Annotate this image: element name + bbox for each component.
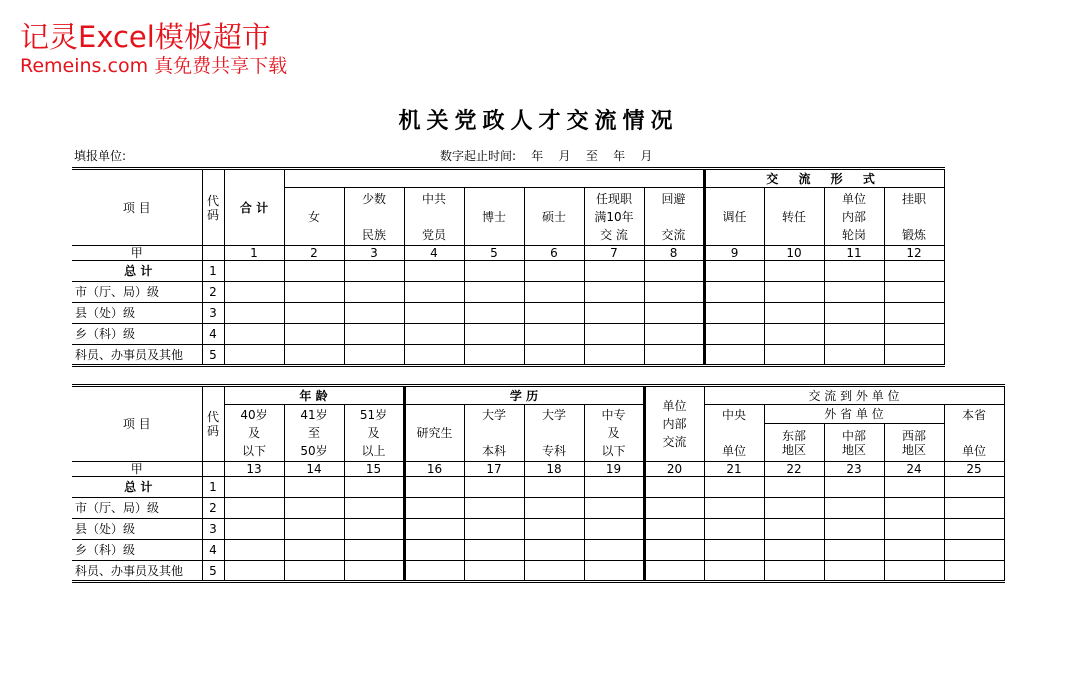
col-transfer-in: 调任 [704, 188, 764, 246]
data-cell[interactable] [404, 519, 464, 540]
data-cell[interactable] [524, 345, 584, 366]
data-cell[interactable] [404, 498, 464, 519]
data-cell[interactable] [824, 477, 884, 498]
total-header: 合 计 [224, 169, 284, 246]
data-cell[interactable] [584, 561, 644, 582]
code-header-1: 代 [206, 410, 219, 424]
page-title: 机关党政人才交流情况 [398, 109, 679, 134]
data-cell[interactable] [644, 477, 704, 498]
data-cell[interactable] [344, 561, 404, 582]
data-cell[interactable] [464, 519, 524, 540]
data-cell[interactable] [764, 561, 824, 582]
data-cell[interactable] [944, 561, 1004, 582]
data-cell[interactable] [644, 303, 704, 324]
data-cell[interactable] [404, 324, 464, 345]
data-cell[interactable] [824, 540, 884, 561]
col-rotation: 单位 内部 轮岗 [824, 188, 884, 246]
watermark-title: 记灵Excel模板超市 [20, 20, 271, 54]
data-cell[interactable] [464, 303, 524, 324]
data-cell[interactable] [884, 282, 944, 303]
data-cell[interactable] [884, 261, 944, 282]
data-cell[interactable] [584, 477, 644, 498]
col-internal-exchange: 单位 内部 交流 [644, 386, 704, 462]
row-code: 5 [202, 345, 224, 366]
data-cell[interactable] [224, 561, 284, 582]
watermark-subtitle: Remeins.com 真免费共享下载 [20, 55, 288, 77]
data-cell[interactable] [224, 540, 284, 561]
data-cell[interactable] [344, 324, 404, 345]
data-cell[interactable] [824, 303, 884, 324]
data-cell[interactable] [824, 261, 884, 282]
data-cell[interactable] [584, 498, 644, 519]
num-cell: 3 [344, 246, 404, 261]
col-postgrad: 研究生 [404, 405, 464, 462]
data-cell[interactable] [284, 282, 344, 303]
data-cell[interactable] [464, 498, 524, 519]
data-cell[interactable] [704, 345, 764, 366]
col-age-40: 40岁 及 以下 [224, 405, 284, 462]
data-cell[interactable] [224, 477, 284, 498]
data-cell[interactable] [764, 282, 824, 303]
data-cell[interactable] [284, 561, 344, 582]
row-label: 市（厅、局）级 [72, 498, 202, 519]
data-cell[interactable] [824, 561, 884, 582]
data-cell[interactable] [404, 303, 464, 324]
num-cell: 17 [464, 462, 524, 477]
external-exchange-header: 交 流 到 外 单 位 [704, 386, 1004, 405]
data-cell[interactable] [524, 498, 584, 519]
data-cell[interactable] [704, 561, 764, 582]
data-cell[interactable] [644, 324, 704, 345]
num-cell: 11 [824, 246, 884, 261]
data-cell[interactable] [764, 519, 824, 540]
data-cell[interactable] [224, 261, 284, 282]
data-cell[interactable] [884, 303, 944, 324]
data-cell[interactable] [284, 345, 344, 366]
data-cell[interactable] [224, 519, 284, 540]
data-cell[interactable] [524, 477, 584, 498]
num-cell: 14 [284, 462, 344, 477]
num-cell: 22 [764, 462, 824, 477]
blank-header [284, 169, 704, 188]
data-cell[interactable] [344, 261, 404, 282]
data-cell[interactable] [284, 261, 344, 282]
data-cell[interactable] [764, 498, 824, 519]
data-cell[interactable] [884, 540, 944, 561]
data-cell[interactable] [524, 519, 584, 540]
data-cell[interactable] [644, 498, 704, 519]
data-cell[interactable] [344, 282, 404, 303]
data-cell[interactable] [884, 477, 944, 498]
num-cell: 2 [284, 246, 344, 261]
data-cell[interactable] [584, 261, 644, 282]
data-cell[interactable] [284, 519, 344, 540]
data-cell[interactable] [944, 498, 1004, 519]
col-age-51: 51岁 及 以上 [344, 405, 404, 462]
data-cell[interactable] [584, 519, 644, 540]
row-code: 3 [202, 303, 224, 324]
num-cell: 4 [404, 246, 464, 261]
num-cell: 20 [644, 462, 704, 477]
item-header: 项 目 [72, 169, 202, 246]
table-2 [72, 384, 1005, 583]
data-cell[interactable] [404, 477, 464, 498]
row-label: 总 计 [72, 477, 202, 498]
num-cell: 16 [404, 462, 464, 477]
num-cell: 12 [884, 246, 944, 261]
data-cell[interactable] [404, 345, 464, 366]
data-cell[interactable] [584, 540, 644, 561]
num-cell: 10 [764, 246, 824, 261]
data-cell[interactable] [944, 477, 1004, 498]
data-cell[interactable] [824, 345, 884, 366]
data-cell[interactable] [464, 477, 524, 498]
data-cell[interactable] [224, 345, 284, 366]
row-label: 总 计 [72, 261, 202, 282]
num-cell: 6 [524, 246, 584, 261]
col-party-member: 中共 党员 [404, 188, 464, 246]
col-avoidance: 回避 交流 [644, 188, 704, 246]
code-header-1: 代 [206, 193, 219, 208]
code-header-2: 码 [206, 207, 219, 222]
exchange-form-header: 交 流 形 式 [704, 169, 944, 188]
data-cell[interactable] [704, 477, 764, 498]
data-cell[interactable] [764, 261, 824, 282]
row-code: 4 [202, 324, 224, 345]
col-transfer: 转任 [764, 188, 824, 246]
col-phd: 博士 [464, 188, 524, 246]
data-cell[interactable] [644, 519, 704, 540]
data-cell[interactable] [344, 345, 404, 366]
data-cell[interactable] [404, 261, 464, 282]
data-cell[interactable] [824, 324, 884, 345]
data-cell[interactable] [464, 282, 524, 303]
data-cell[interactable] [764, 345, 824, 366]
data-cell[interactable] [224, 282, 284, 303]
data-cell[interactable] [584, 303, 644, 324]
data-cell[interactable] [344, 498, 404, 519]
col-secondment: 挂职 锻炼 [884, 188, 944, 246]
data-cell[interactable] [224, 324, 284, 345]
row-label: 乡（科）级 [72, 324, 202, 345]
num-cell: 9 [704, 246, 764, 261]
data-cell[interactable] [644, 345, 704, 366]
data-cell[interactable] [704, 303, 764, 324]
col-minority: 少数 民族 [344, 188, 404, 246]
fill-unit-label: 填报单位: [74, 149, 127, 163]
data-cell[interactable] [524, 324, 584, 345]
data-cell[interactable] [704, 324, 764, 345]
data-cell[interactable] [344, 519, 404, 540]
blank-cell [202, 462, 224, 477]
num-cell: 1 [224, 246, 284, 261]
data-cell[interactable] [884, 519, 944, 540]
data-cell[interactable] [884, 345, 944, 366]
code-header [202, 386, 224, 462]
data-cell[interactable] [464, 561, 524, 582]
data-cell[interactable] [284, 303, 344, 324]
num-cell: 13 [224, 462, 284, 477]
data-cell[interactable] [884, 324, 944, 345]
col-local-province: 本省 单位 [944, 405, 1004, 462]
code-header-2: 码 [206, 424, 219, 438]
data-cell[interactable] [464, 261, 524, 282]
data-cell[interactable] [404, 561, 464, 582]
num-cell: 18 [524, 462, 584, 477]
date-range-label: 数字起止时间: 年 月 至 年 月 [440, 149, 653, 163]
num-cell: 19 [584, 462, 644, 477]
data-cell[interactable] [524, 540, 584, 561]
data-cell[interactable] [944, 519, 1004, 540]
data-cell[interactable] [704, 540, 764, 561]
row-code: 2 [202, 498, 224, 519]
data-cell[interactable] [764, 324, 824, 345]
data-cell[interactable] [644, 540, 704, 561]
data-cell[interactable] [824, 498, 884, 519]
row-code: 4 [202, 540, 224, 561]
data-cell[interactable] [704, 282, 764, 303]
data-cell[interactable] [884, 498, 944, 519]
data-cell[interactable] [884, 561, 944, 582]
data-cell[interactable] [224, 498, 284, 519]
data-cell[interactable] [284, 540, 344, 561]
table-1 [72, 167, 945, 367]
data-cell[interactable] [344, 540, 404, 561]
data-cell[interactable] [644, 561, 704, 582]
data-cell[interactable] [344, 477, 404, 498]
data-cell[interactable] [524, 282, 584, 303]
data-cell[interactable] [284, 324, 344, 345]
data-cell[interactable] [584, 345, 644, 366]
col-college: 大学 专科 [524, 405, 584, 462]
row-code: 5 [202, 561, 224, 582]
data-cell[interactable] [644, 282, 704, 303]
data-cell[interactable] [584, 324, 644, 345]
data-cell[interactable] [764, 303, 824, 324]
num-cell: 21 [704, 462, 764, 477]
table-1-body [72, 261, 944, 366]
data-cell[interactable] [404, 540, 464, 561]
data-cell[interactable] [284, 477, 344, 498]
col-age-41-50: 41岁 至 50岁 [284, 405, 344, 462]
data-cell[interactable] [464, 540, 524, 561]
data-cell[interactable] [824, 519, 884, 540]
col-bachelor: 大学 本科 [464, 405, 524, 462]
data-cell[interactable] [704, 498, 764, 519]
row-label: 科员、办事员及其他 [72, 561, 202, 582]
data-cell[interactable] [644, 261, 704, 282]
row-label: 县（处）级 [72, 303, 202, 324]
row-code: 2 [202, 282, 224, 303]
data-cell[interactable] [524, 261, 584, 282]
row-code: 1 [202, 477, 224, 498]
blank-cell [202, 246, 224, 261]
col-master: 硕士 [524, 188, 584, 246]
col-central-region: 中部 地区 [824, 424, 884, 462]
data-cell[interactable] [224, 303, 284, 324]
table-2-body [72, 477, 1004, 582]
num-cell: 23 [824, 462, 884, 477]
num-cell: 8 [644, 246, 704, 261]
data-cell[interactable] [704, 519, 764, 540]
data-cell[interactable] [524, 303, 584, 324]
row-label: 乡（科）级 [72, 540, 202, 561]
data-cell[interactable] [764, 540, 824, 561]
data-cell[interactable] [704, 261, 764, 282]
jia-cell: 甲 [72, 246, 202, 261]
col-secondary: 中专 及 以下 [584, 405, 644, 462]
num-cell: 15 [344, 462, 404, 477]
education-header: 学 历 [404, 386, 644, 405]
item-header: 项 目 [72, 386, 202, 462]
col-ten-years: 任现职 满10年 交 流 [584, 188, 644, 246]
data-cell[interactable] [764, 477, 824, 498]
row-label: 科员、办事员及其他 [72, 345, 202, 366]
data-cell[interactable] [824, 282, 884, 303]
data-cell[interactable] [524, 561, 584, 582]
col-east: 东部 地区 [764, 424, 824, 462]
num-cell: 7 [584, 246, 644, 261]
col-central: 中央 单位 [704, 405, 764, 462]
row-code: 3 [202, 519, 224, 540]
data-cell[interactable] [404, 282, 464, 303]
num-cell: 25 [944, 462, 1004, 477]
col-west: 西部 地区 [884, 424, 944, 462]
data-cell[interactable] [284, 498, 344, 519]
age-header: 年 龄 [224, 386, 404, 405]
jia-cell: 甲 [72, 462, 202, 477]
num-cell: 5 [464, 246, 524, 261]
data-cell[interactable] [344, 303, 404, 324]
other-province-header: 外 省 单 位 [764, 405, 944, 424]
data-cell[interactable] [944, 540, 1004, 561]
num-cell: 24 [884, 462, 944, 477]
col-female: 女 [284, 188, 344, 246]
row-label: 县（处）级 [72, 519, 202, 540]
row-code: 1 [202, 261, 224, 282]
row-label: 市（厅、局）级 [72, 282, 202, 303]
code-header [202, 169, 224, 246]
data-cell[interactable] [464, 324, 524, 345]
data-cell[interactable] [584, 282, 644, 303]
data-cell[interactable] [464, 345, 524, 366]
